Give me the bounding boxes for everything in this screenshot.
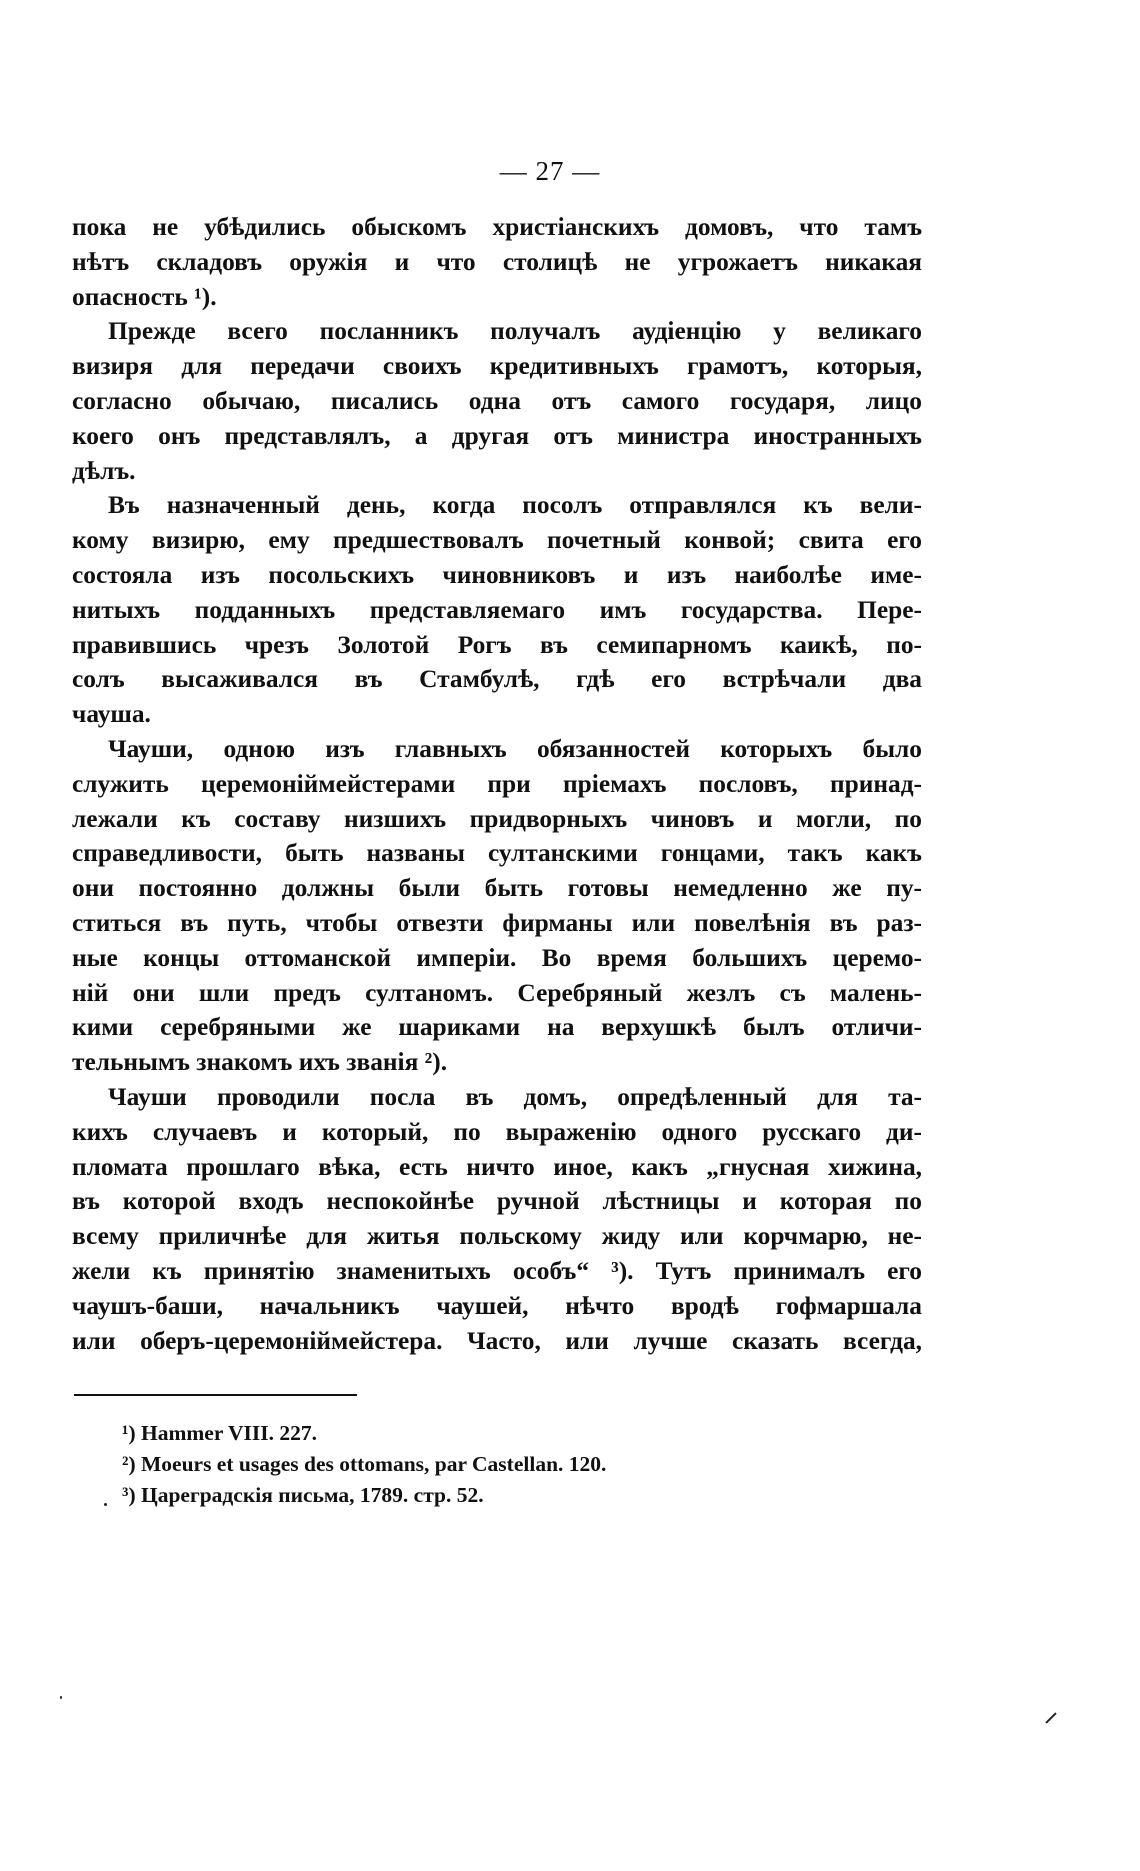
text-line: Прежде всего посланникъ получалъ аудіенцію у великаго [108, 317, 922, 346]
text-line: кому визирю, ему предшествовалъ почетный конвой; свита его [72, 526, 922, 555]
text-line: Чауши, одною изъ главныхъ обязанностей которыхъ было [108, 734, 922, 763]
text-line: солъ высаживался въ Стамбулѣ, гдѣ его встрѣчали два [72, 665, 922, 694]
footnote-text: Hammer VIII. 227. [140, 1421, 317, 1445]
page-number: — 27 — [499, 156, 601, 186]
text-line: лежали къ составу низшихъ придворныхъ чиновъ и могли, по [72, 804, 922, 833]
text-line: чаушъ-баши, начальникъ чаушей, нѣчто вродѣ гофмаршала [72, 1291, 922, 1320]
text-line: дѣлъ. [72, 456, 136, 485]
text-line: всему приличнѣе для житья польскому жиду или корчмарю, не- [72, 1222, 922, 1251]
text-line: согласно обычаю, писались одна отъ самого государя, лицо [72, 386, 922, 415]
text-line: опасность ¹). [72, 282, 217, 311]
text-line: они постоянно должны были быть готовы немедленно же пу- [72, 874, 922, 903]
text-line: Чауши проводили посла въ домъ, опредѣленный для та- [108, 1082, 922, 1111]
scan-speck [104, 1503, 107, 1506]
footnote-text: Цареградскія письма, 1789. стр. 52. [140, 1483, 484, 1507]
footnote-mark: ¹) [122, 1421, 136, 1445]
text-line: пока не убѣдились обыскомъ христіанскихъ домовъ, что тамъ [72, 213, 922, 241]
body-text [72, 210, 922, 1358]
scan-speck [60, 1696, 62, 1699]
text-line: кихъ случаевъ и который, по выраженію одного русскаго ди- [72, 1117, 922, 1146]
scan-scratch [1045, 1712, 1056, 1723]
text-line: кими серебряными же шариками на верхушкѣ былъ отличи- [72, 1013, 922, 1042]
text-line: служить церемоніймейстерами при пріемахъ пословъ, принад- [72, 769, 922, 798]
text-line: визиря для передачи своихъ кредитивныхъ грамотъ, которыя, [72, 352, 922, 381]
text-line: нитыхъ подданныхъ представляемаго имъ государства. Пере- [72, 595, 922, 624]
text-line: ные концы оттоманской имперіи. Во время большихъ церемо- [72, 943, 922, 972]
text-line: или оберъ-церемоніймейстера. Часто, или лучше сказать всегда, [72, 1326, 922, 1355]
footnote-mark: ²) [122, 1452, 136, 1476]
footnote-text: Moeurs et usages des ottomans, par Castellan. 120. [140, 1452, 607, 1476]
text-line: ститься въ путь, чтобы отвезти фирманы или повелѣнія въ раз- [72, 908, 922, 937]
footnote [122, 1480, 822, 1511]
text-line: Въ назначенный день, когда посолъ отправлялся къ вели- [108, 491, 922, 520]
footnote [122, 1418, 822, 1449]
footnote [122, 1449, 822, 1480]
text-line: состояла изъ посольскихъ чиновниковъ и изъ наиболѣе име- [72, 560, 922, 589]
footnote-divider [74, 1394, 357, 1396]
text-line: жели къ принятію знаменитыхъ особъ“ ³). Тутъ принималъ его [72, 1256, 922, 1285]
text-line: справедливости, быть названы султанскими гонцами, такъ какъ [72, 839, 922, 868]
text-line: чауша. [72, 700, 151, 729]
text-line: нѣтъ складовъ оружія и что столицѣ не угрожаетъ никакая [72, 247, 922, 276]
text-line: коего онъ представлялъ, а другая отъ министра иностранныхъ [72, 421, 922, 450]
text-line: тельнымъ знакомъ ихъ званія ²). [72, 1048, 448, 1077]
footnote-mark: ³) [122, 1483, 136, 1507]
text-line: ній они шли предъ султаномъ. Серебряный жезлъ съ малень- [72, 978, 922, 1007]
text-line: пломата прошлаго вѣка, есть ничто иное, какъ „гнусная хижина, [72, 1152, 922, 1181]
text-line: правившись чрезъ Золотой Рогъ въ семипарномъ каикѣ, по- [72, 630, 922, 659]
text-line: въ которой входъ неспокойнѣе ручной лѣстницы и которая по [72, 1187, 922, 1216]
footnotes [122, 1418, 822, 1511]
